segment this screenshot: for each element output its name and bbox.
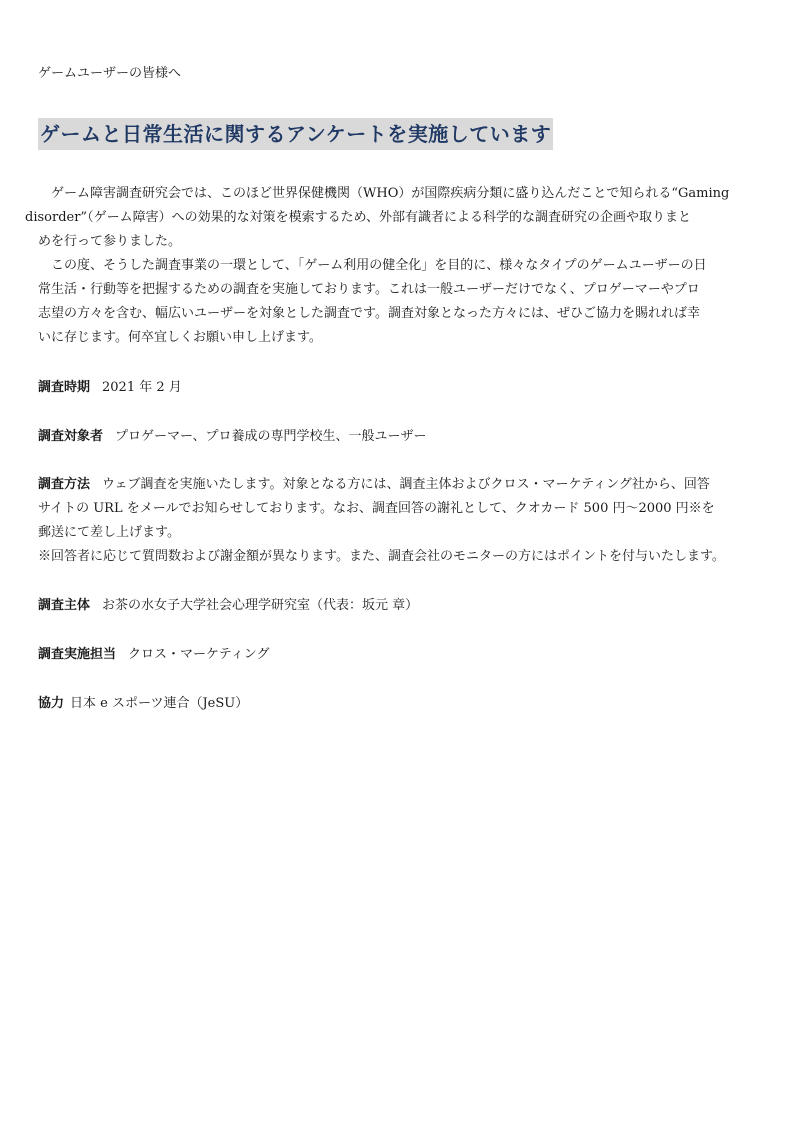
survey-target-label: 調査対象者 <box>38 429 104 444</box>
section-survey-period <box>38 376 764 400</box>
cooperation-label: 協力 <box>38 696 65 711</box>
section-survey-method <box>38 473 764 569</box>
intro-paragraph-2 <box>38 254 764 350</box>
intro-p2-line-3: 志望の方々を含む、幅広いユーザーを対象とした調査です。調査対象となった方々には、ぜひご協力を賜れれば幸 <box>38 306 700 321</box>
intro-p2-line-1: この度、そうした調査事業の一環として、「ゲーム利用の健全化」を目的に、様々なタイプのゲームユーザーの日 <box>51 258 707 273</box>
section-cooperation <box>38 692 764 716</box>
survey-method-text-1: ウェブ調査を実施いたします。対象となる方には、調査主体およびクロス・マーケティング社から、回答 <box>102 477 710 492</box>
survey-executor-value: クロス・マーケティング <box>128 647 270 662</box>
survey-method-note: ※回答者に応じて質問数および謝金額が異なります。また、調査会社のモニターの方にはポイントを付与いたします。 <box>38 549 725 564</box>
section-survey-target <box>38 425 764 449</box>
intro-paragraph-1 <box>25 182 764 254</box>
section-survey-executor <box>38 643 764 667</box>
page-title: ゲームと日常生活に関するアンケートを実施しています <box>38 118 553 150</box>
survey-method-line-1 <box>38 473 764 497</box>
intro-p1-line-2: disorder”（ゲーム障害）への効果的な対策を模索するため、外部有識者による科学的な調査研究の企画や取りまと <box>25 210 692 225</box>
intro-p1-line-3: めを行って参りました。 <box>38 234 182 249</box>
survey-target-value: プロゲーマー、プロ養成の専門学校生、一般ユーザー <box>115 429 427 444</box>
survey-method-label: 調査方法 <box>38 477 91 492</box>
survey-method-line-2: サイトの URL をメールでお知らせしております。なお、調査回答の謝礼として、クオカード 500 円～2000 円※を <box>38 501 715 516</box>
survey-organizer-value: お茶の水女子大学社会心理学研究室（代表：坂元 章） <box>102 598 419 613</box>
survey-period-value: 2021 年 2 月 <box>102 380 182 395</box>
survey-organizer-label: 調査主体 <box>38 598 91 613</box>
cooperation-value: 日本 e スポーツ連合（JeSU） <box>70 696 249 711</box>
survey-period-label: 調査時期 <box>38 380 91 395</box>
greeting-line: ゲームユーザーの皆様へ <box>38 66 182 81</box>
survey-method-line-3: 郵送にて差し上げます。 <box>38 525 180 540</box>
intro-p2-line-2: 常生活・行動等を把握するための調査を実施しております。これは一般ユーザーだけでなく、プロゲーマーやプロ <box>38 282 700 297</box>
section-survey-organizer <box>38 594 764 618</box>
intro-p2-line-4: いに存じます。何卒宜しくお願い申し上げます。 <box>38 330 322 345</box>
survey-executor-label: 調査実施担当 <box>38 647 117 662</box>
intro-p1-line-1: ゲーム障害調査研究会では、このほど世界保健機関（WHO）が国際疾病分類に盛り込んだことで知られる“Gaming <box>51 186 730 201</box>
intro-text <box>25 182 764 350</box>
